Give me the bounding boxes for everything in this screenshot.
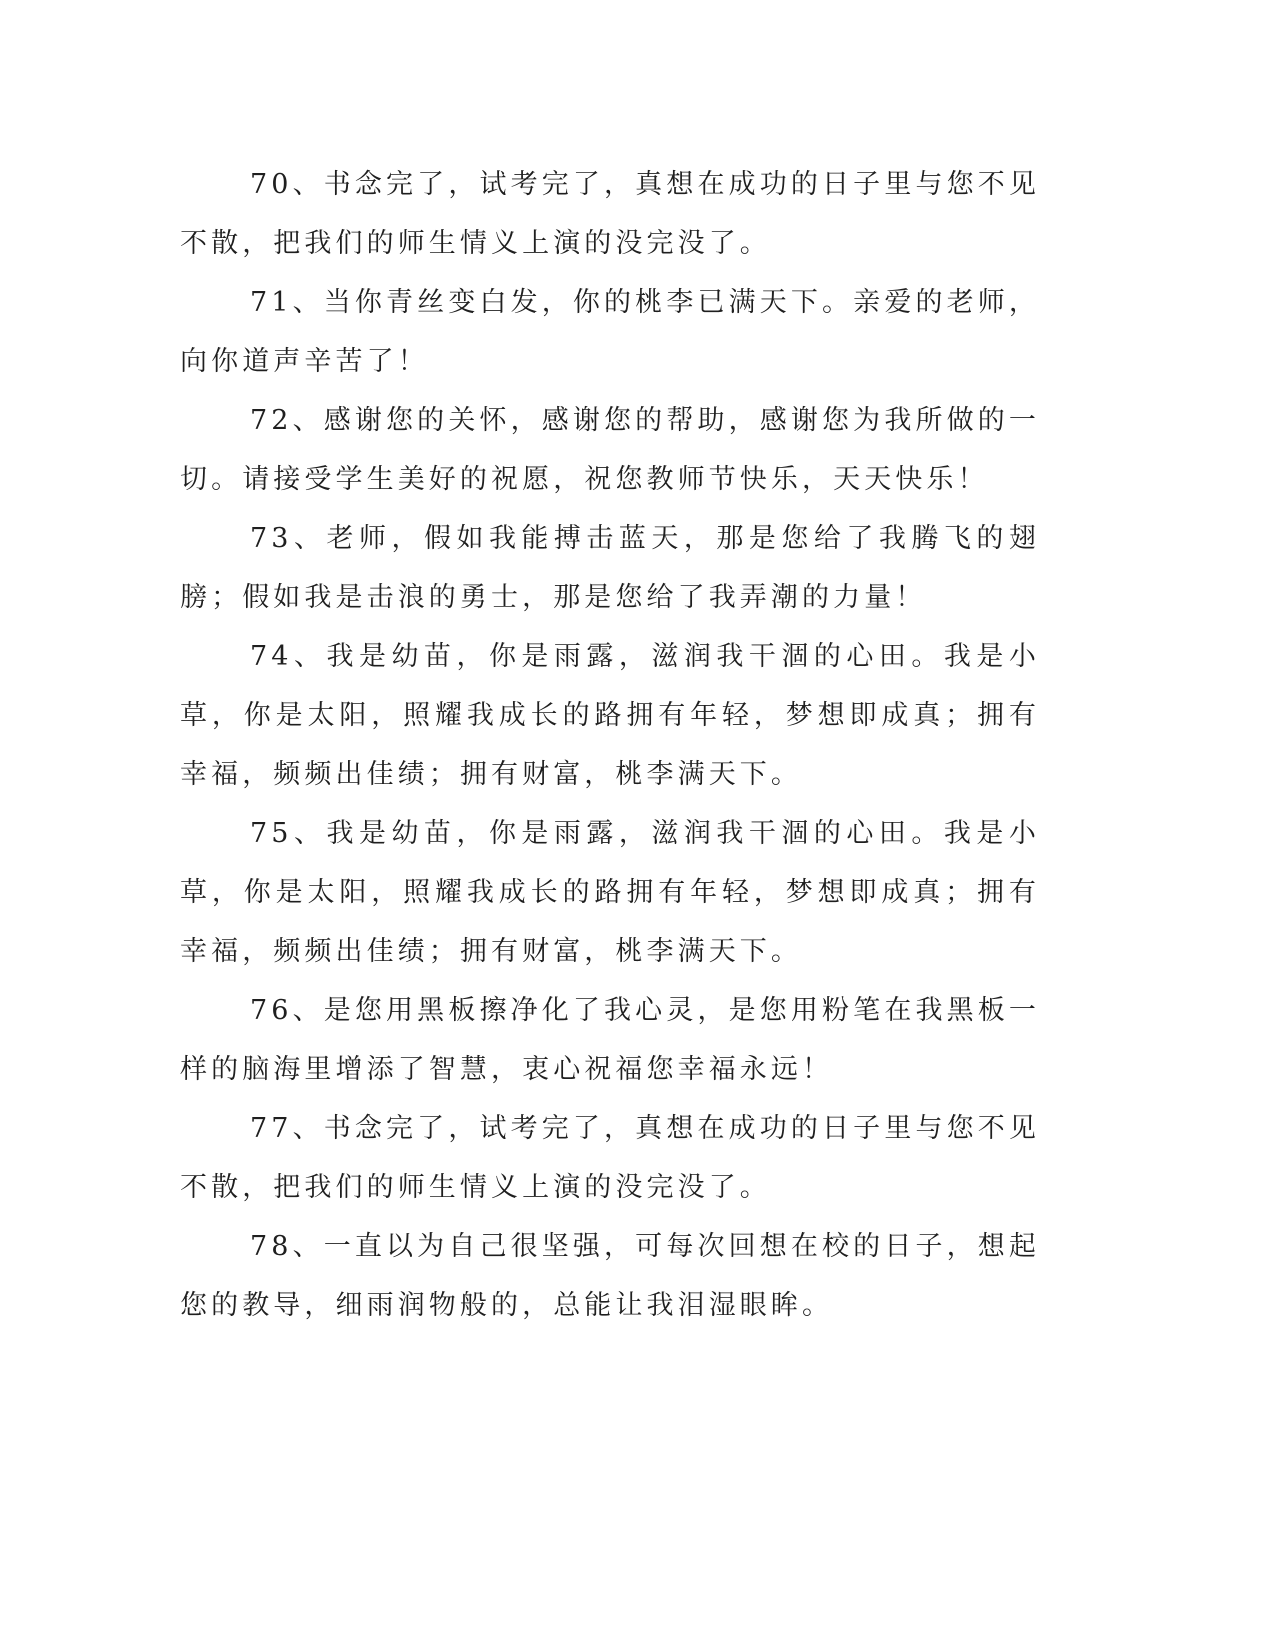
paragraph-71: 71、当你青丝变白发，你的桃李已满天下。亲爱的老师，向你道声辛苦了！ (180, 287, 1040, 377)
paragraph-76: 76、是您用黑板擦净化了我心灵，是您用粉笔在我黑板一样的脑海里增添了智慧，衷心祝福您幸福永远！ (180, 995, 1040, 1085)
paragraph-78: 78、一直以为自己很坚强，可每次回想在校的日子，想起您的教导，细雨润物般的，总能让我泪湿眼眸。 (180, 1231, 1040, 1321)
paragraph-77: 77、书念完了，试考完了，真想在成功的日子里与您不见不散，把我们的师生情义上演的没完没了。 (180, 1113, 1040, 1203)
paragraph-73: 73、老师，假如我能搏击蓝天，那是您给了我腾飞的翅膀；假如我是击浪的勇士，那是您给了我弄潮的力量！ (180, 523, 1040, 613)
document-body (180, 155, 1040, 1335)
paragraph-74: 74、我是幼苗，你是雨露，滋润我干涸的心田。我是小草，你是太阳，照耀我成长的路拥有年轻，梦想即成真；拥有幸福，频频出佳绩；拥有财富，桃李满天下。 (180, 641, 1040, 790)
paragraph-72: 72、感谢您的关怀，感谢您的帮助，感谢您为我所做的一切。请接受学生美好的祝愿，祝您教师节快乐，天天快乐！ (180, 405, 1040, 495)
paragraph-70: 70、书念完了，试考完了，真想在成功的日子里与您不见不散，把我们的师生情义上演的没完没了。 (180, 169, 1040, 259)
paragraph-75: 75、我是幼苗，你是雨露，滋润我干涸的心田。我是小草，你是太阳，照耀我成长的路拥有年轻，梦想即成真；拥有幸福，频频出佳绩；拥有财富，桃李满天下。 (180, 818, 1040, 967)
